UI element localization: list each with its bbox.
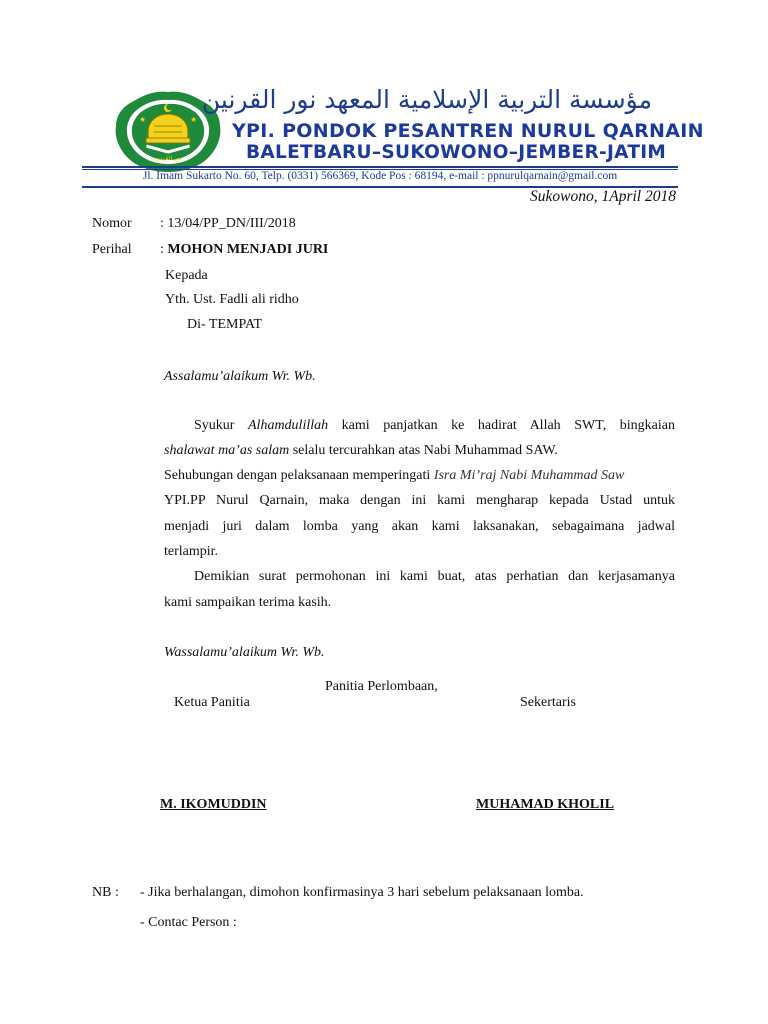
paragraph-3-line-1: Demikian surat permohonan ini kami buat, atas perhatian dan kerjasamanya xyxy=(194,569,675,584)
perihal-value: MOHON MENJADI JURI xyxy=(167,242,329,257)
recipient-kepada: Kepada xyxy=(165,268,208,283)
paragraph-3-line-2: kami sampaikan terima kasih. xyxy=(164,595,332,610)
logo-text: نور القرنين xyxy=(154,155,182,162)
nomor-value: : 13/04/PP_DN/III/2018 xyxy=(160,216,296,231)
signatory-secretary: MUHAMAD KHOLIL xyxy=(476,797,615,812)
paragraph-1-line-1: Syukur Alhamdulillah kami panjatkan ke hadirat Allah SWT, bingkaian xyxy=(194,418,675,433)
closing-salutation: Wassalamu’alaikum Wr. Wb. xyxy=(164,645,325,660)
institution-location: BALETBARU–SUKOWONO–JEMBER-JATIM xyxy=(246,142,667,163)
role-chairman: Ketua Panitia xyxy=(174,695,250,710)
opening-salutation: Assalamu’alaikum Wr. Wb. xyxy=(164,369,316,384)
nb-label: NB : xyxy=(92,885,119,900)
institution-address: Jl. Imam Sukarto No. 60, Telp. (0331) 566369, Kode Pos : 68194, e-mail : ppnurulqarnain@gmail.com xyxy=(142,170,618,182)
role-secretary: Sekertaris xyxy=(520,695,576,710)
recipient-place: Di- TEMPAT xyxy=(187,317,263,332)
paragraph-2-line-2: YPI.PP Nurul Qarnain, maka dengan ini kami mengharap kepada Ustad untuk xyxy=(164,493,675,508)
paragraph-1-line-2: shalawat ma’as salam selalu tercurahkan atas Nabi Muhammad SAW. xyxy=(164,443,558,458)
svg-text:★: ★ xyxy=(190,115,198,124)
arabic-institution-name: مؤسسة التربية الإسلامية المعهد نور القرنين xyxy=(201,85,652,114)
perihal-label: Perihal xyxy=(92,242,132,257)
recipient-name: Yth. Ust. Fadli ali ridho xyxy=(165,292,299,307)
nb-note-1: - Jika berhalangan, dimohon konfirmasinya 3 hari sebelum pelaksanaan lomba. xyxy=(140,885,584,900)
header-rule-top xyxy=(82,166,678,168)
paragraph-2-line-4: terlampir. xyxy=(164,544,219,559)
nomor-label: Nomor xyxy=(92,216,132,231)
paragraph-2-line-1: Sehubungan dengan pelaksanaan memperingati Isra Mi’raj Nabi Muhammad Saw xyxy=(164,468,625,483)
institution-name: YPI. PONDOK PESANTREN NURUL QARNAIN xyxy=(232,120,704,142)
signatory-chairman: M. IKOMUDDIN xyxy=(160,797,267,812)
perihal-line xyxy=(160,241,328,259)
place-date: Sukowono, 1April 2018 xyxy=(530,188,676,205)
svg-text:★: ★ xyxy=(139,115,147,124)
nb-note-2: - Contac Person : xyxy=(140,915,237,930)
paragraph-2-line-3: menjadi juri dalam lomba yang akan kami laksanakan, sebagaimana jadwal xyxy=(164,519,675,534)
committee-label: Panitia Perlombaan, xyxy=(325,679,438,694)
perihal-colon: : xyxy=(160,242,168,257)
